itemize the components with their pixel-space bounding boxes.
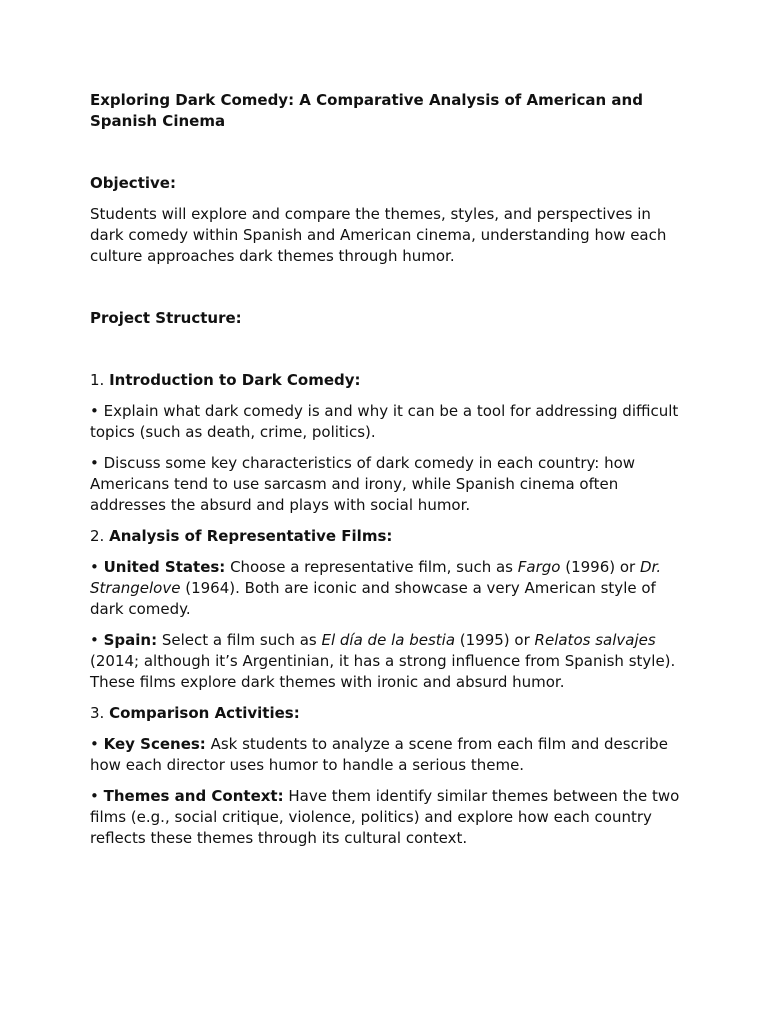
bullet-marker: • bbox=[90, 558, 104, 576]
section-2-heading bbox=[90, 526, 680, 547]
section-title: Comparison Activities: bbox=[109, 704, 300, 722]
section-number: 3. bbox=[90, 704, 110, 722]
section-2-bullet-1 bbox=[90, 557, 680, 620]
bullet-text: Choose a representative film, such as bbox=[225, 558, 518, 576]
film-title: Relatos salvajes bbox=[534, 631, 656, 649]
objective-heading: Objective: bbox=[90, 174, 176, 192]
bullet-marker: • bbox=[90, 454, 104, 472]
section-1-heading bbox=[90, 370, 680, 391]
bullet-text: Ask students to analyze a scene from each film and describe how each director uses humor to handle a serious theme. bbox=[90, 735, 668, 774]
bullet-text: Select a film such as bbox=[157, 631, 322, 649]
section-number: 2. bbox=[90, 527, 110, 545]
bullet-text: (2014; although it’s Argentinian, it has a strong influence from Spanish style). These films explore dark themes with ironic and absurd humor. bbox=[90, 652, 676, 691]
section-3-bullet-2 bbox=[90, 786, 680, 849]
section-3-heading bbox=[90, 703, 680, 724]
section-number: 1. bbox=[90, 371, 110, 389]
document-page bbox=[90, 90, 680, 849]
bullet-label: Themes and Context: bbox=[103, 787, 284, 805]
film-title: Fargo bbox=[517, 558, 561, 576]
film-title: El día de la bestia bbox=[321, 631, 456, 649]
bullet-text: (1964). Both are iconic and showcase a very American style of dark comedy. bbox=[90, 579, 656, 618]
bullet-marker: • bbox=[90, 735, 104, 753]
document-title: Exploring Dark Comedy: A Comparative Analysis of American and Spanish Cinema bbox=[90, 91, 643, 130]
bullet-marker: • bbox=[90, 631, 104, 649]
section-3-bullet-1 bbox=[90, 734, 680, 776]
bullet-text: Explain what dark comedy is and why it can be a tool for addressing difficult topics (such as death, crime, politics). bbox=[90, 402, 679, 441]
section-1-bullet-1 bbox=[90, 401, 680, 443]
bullet-marker: • bbox=[90, 787, 104, 805]
film-title: Dr. Strangelove bbox=[90, 558, 662, 597]
section-1-bullet-2 bbox=[90, 453, 680, 516]
section-title: Introduction to Dark Comedy: bbox=[109, 371, 361, 389]
bullet-text: (1995) or bbox=[455, 631, 535, 649]
bullet-marker: • bbox=[90, 402, 104, 420]
bullet-text: Discuss some key characteristics of dark comedy in each country: how Americans tend to use sarcasm and irony, while Spanish cinema often addresses the absurd and plays with social humor. bbox=[90, 454, 636, 514]
objective-text: Students will explore and compare the themes, styles, and perspectives in dark comedy within Spanish and American cinema, understanding how each culture approaches dark themes through humor. bbox=[90, 205, 667, 265]
bullet-text: (1996) or bbox=[560, 558, 640, 576]
bullet-label: United States: bbox=[103, 558, 226, 576]
bullet-label: Key Scenes: bbox=[103, 735, 206, 753]
bullet-text: Have them identify similar themes between the two films (e.g., social critique, violence, politics) and explore how each country reflects these themes through its cultural context. bbox=[90, 787, 680, 847]
project-structure-heading: Project Structure: bbox=[90, 309, 242, 327]
section-2-bullet-2 bbox=[90, 630, 680, 693]
section-title: Analysis of Representative Films: bbox=[109, 527, 393, 545]
bullet-label: Spain: bbox=[103, 631, 158, 649]
